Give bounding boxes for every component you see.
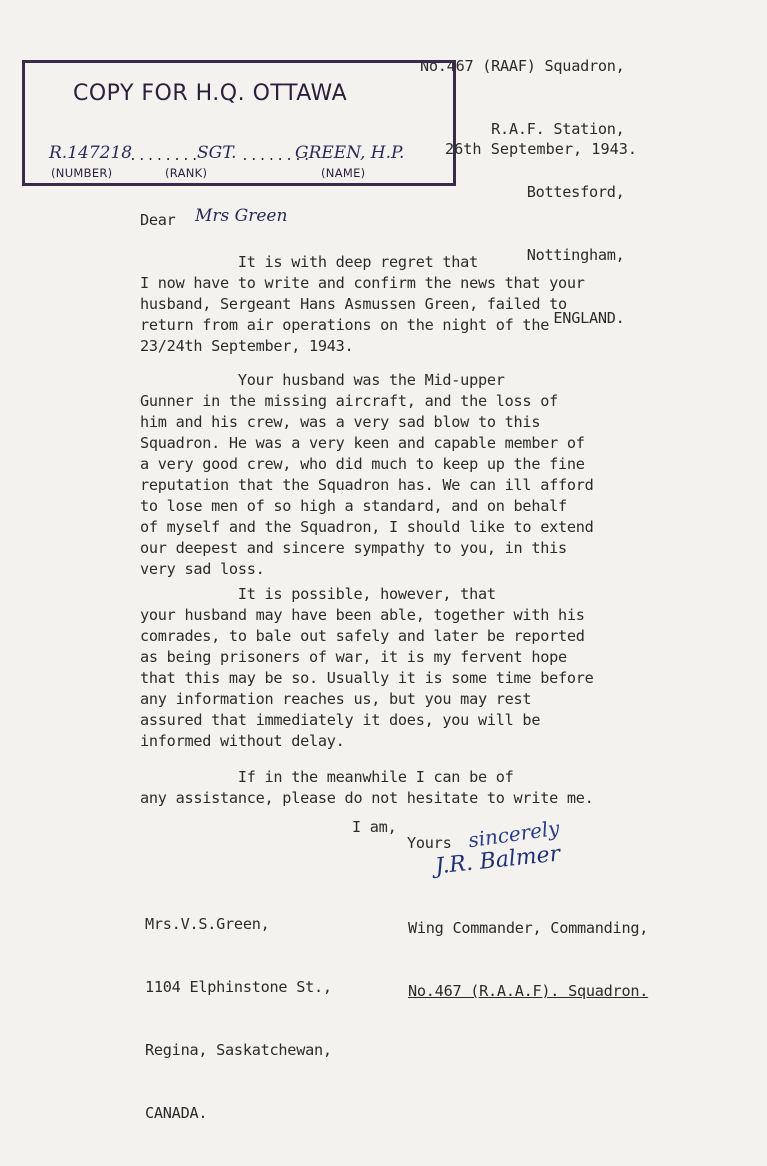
paragraph-4 bbox=[140, 767, 594, 809]
text-line: reputation that the Squadron has. We can ill afford bbox=[140, 476, 594, 494]
stamp-dots: ........ bbox=[241, 149, 312, 164]
text-line: of myself and the Squadron, I should like to extend bbox=[140, 518, 594, 536]
text-line: assured that immediately it does, you will be bbox=[140, 711, 541, 729]
text-line: return from air operations on the night of the bbox=[140, 316, 550, 334]
recipient-address bbox=[145, 872, 332, 1166]
service-number: R.147218 bbox=[49, 143, 133, 163]
sender-address-line: Bottesford, bbox=[526, 183, 625, 201]
text-line: any information reaches us, but you may rest bbox=[140, 690, 532, 708]
text-line: It is with deep regret that bbox=[140, 253, 478, 271]
text-line: 23/24th September, 1943. bbox=[140, 337, 354, 355]
recipient-line: 1104 Elphinstone St., bbox=[145, 978, 332, 996]
closing-i-am: I am, bbox=[352, 818, 397, 836]
rank-value: SGT. bbox=[197, 143, 237, 163]
closing-yours: Yours bbox=[407, 834, 452, 852]
paragraph-2 bbox=[140, 370, 594, 580]
sender-address-line: Nottingham, bbox=[526, 246, 625, 264]
text-line: your husband may have been able, together with his bbox=[140, 606, 585, 624]
recipient-line: Regina, Saskatchewan, bbox=[145, 1041, 332, 1059]
text-line: our deepest and sincere sympathy to you, in this bbox=[140, 539, 567, 557]
text-line: It is possible, however, that bbox=[140, 585, 496, 603]
text-line: any assistance, please do not hesitate to write me. bbox=[140, 789, 594, 807]
text-line: informed without delay. bbox=[140, 732, 345, 750]
text-line: I now have to write and confirm the news that your bbox=[140, 274, 585, 292]
name-value: GREEN, H.P. bbox=[295, 143, 405, 163]
stamp-title: COPY FOR H.Q. OTTAWA bbox=[73, 81, 348, 106]
paragraph-1 bbox=[140, 252, 585, 357]
text-line: a very good crew, who did much to keep up the fine bbox=[140, 455, 585, 473]
handwritten-sincerely: sincerely bbox=[466, 815, 561, 853]
sender-address-line: No.467 (RAAF) Squadron, bbox=[420, 57, 625, 75]
signer-unit: No.467 (R.A.A.F). Squadron. bbox=[408, 982, 649, 1000]
copy-stamp bbox=[22, 60, 456, 186]
signer-block bbox=[408, 876, 648, 1044]
text-line: Gunner in the missing aircraft, and the loss of bbox=[140, 392, 559, 410]
text-line: him and his crew, was a very sad blow to this bbox=[140, 413, 541, 431]
salutation: Dear bbox=[140, 211, 176, 229]
text-line: husband, Sergeant Hans Asmussen Green, failed to bbox=[140, 295, 567, 313]
text-line: Squadron. He was a very keen and capable member of bbox=[140, 434, 585, 452]
signature: J.R. Balmer bbox=[434, 841, 562, 880]
signer-title: Wing Commander, Commanding, bbox=[408, 919, 649, 937]
recipient-line: CANADA. bbox=[145, 1104, 208, 1122]
salutation-name: Mrs Green bbox=[195, 206, 288, 226]
stamp-fields bbox=[45, 143, 465, 183]
text-line: comrades, to bale out safely and later be reported bbox=[140, 627, 585, 645]
sender-address-line: ENGLAND. bbox=[553, 309, 625, 327]
text-line: as being prisoners of war, it is my fervent hope bbox=[140, 648, 567, 666]
letter-date: 26th September, 1943. bbox=[445, 140, 638, 158]
text-line: Your husband was the Mid-upper bbox=[140, 371, 505, 389]
name-caption: (NAME) bbox=[321, 166, 366, 180]
text-line: to lose men of so high a standard, and on behalf bbox=[140, 497, 567, 515]
sender-address-line: R.A.F. Station, bbox=[491, 120, 625, 138]
stamp-dots: ........ bbox=[129, 149, 200, 164]
text-line: that this may be so. Usually it is some time before bbox=[140, 669, 594, 687]
number-caption: (NUMBER) bbox=[51, 166, 113, 180]
rank-caption: (RANK) bbox=[165, 166, 208, 180]
recipient-line: Mrs.V.S.Green, bbox=[145, 915, 270, 933]
paragraph-3 bbox=[140, 584, 594, 752]
text-line: If in the meanwhile I can be of bbox=[140, 768, 514, 786]
text-line: very sad loss. bbox=[140, 560, 265, 578]
